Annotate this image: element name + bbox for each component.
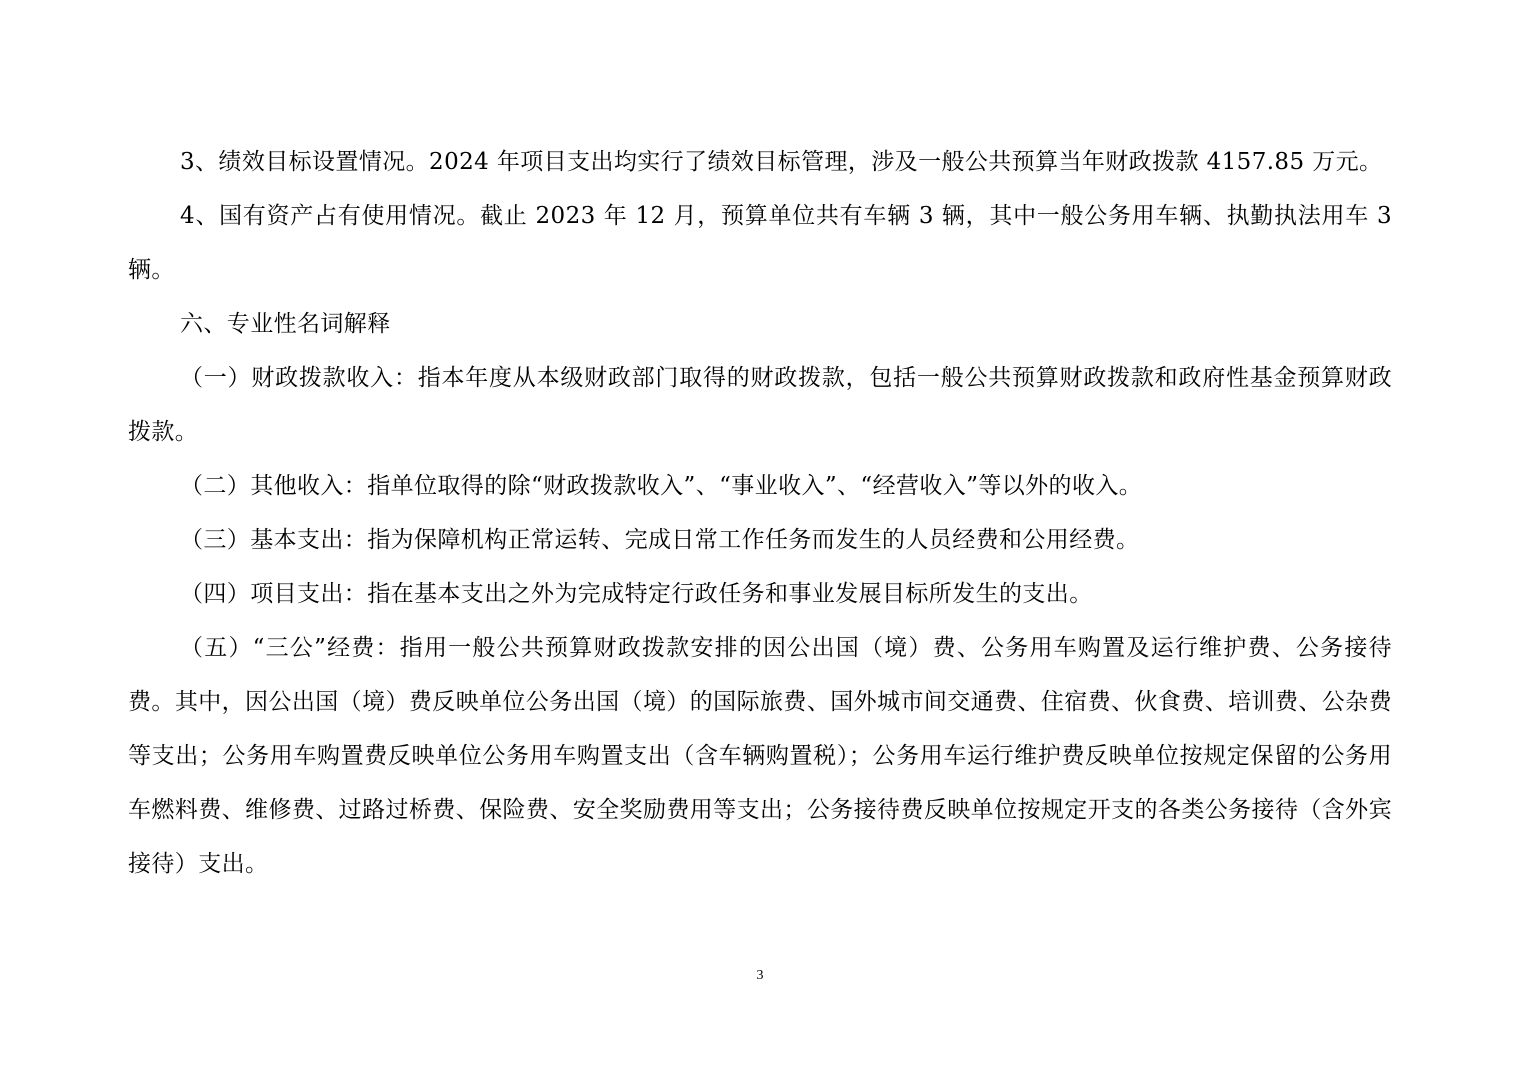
- section-heading-terminology: 六、专业性名词解释: [180, 311, 391, 337]
- paragraph-basic-expenditure: （三）基本支出：指为保障机构正常运转、完成日常工作任务而发生的人员经费和公用经费。: [180, 527, 1140, 553]
- paragraph-fiscal-appropriation-income: （一）财政拨款收入：指本年度从本级财政部门取得的财政拨款，包括一般公共预算财政拨款和政府性基金预算财政拨款。: [128, 365, 1392, 445]
- page-number: 3: [756, 968, 764, 983]
- paragraph-project-expenditure: （四）项目支出：指在基本支出之外为完成特定行政任务和事业发展目标所发生的支出。: [180, 581, 1093, 607]
- paragraph-three-public-expenses: （五）“三公”经费：指用一般公共预算财政拨款安排的因公出国（境）费、公务用车购置及运行维护费、公务接待费。其中，因公出国（境）费反映单位公务出国（境）的国际旅费、国外城市间交通费、住宿费、伙食费、培训费、公杂费等支出；公务用车购置费反映单位公务用车购置支出（含车辆购置税）；公务用车运行维护费反映单位按规定保留的公务用车燃料费、维修费、过路过桥费、保险费、安全奖励费用等支出；公务接待费反映单位按规定开支的各类公务接待（含外宾接待）支出。: [128, 635, 1392, 877]
- paragraph-state-assets: 4、国有资产占有使用情况。截止 2023 年 12 月，预算单位共有车辆 3 辆，其中一般公务用车辆、执勤执法用车 3 辆。: [128, 203, 1392, 283]
- paragraph-other-income: （二）其他收入：指单位取得的除“财政拨款收入”、“事业收入”、“经营收入”等以外的收入。: [180, 473, 1143, 499]
- document-body: [128, 135, 1392, 891]
- paragraph-performance-targets: 3、绩效目标设置情况。2024 年项目支出均实行了绩效目标管理，涉及一般公共预算当年财政拨款 4157.85 万元。: [180, 149, 1383, 175]
